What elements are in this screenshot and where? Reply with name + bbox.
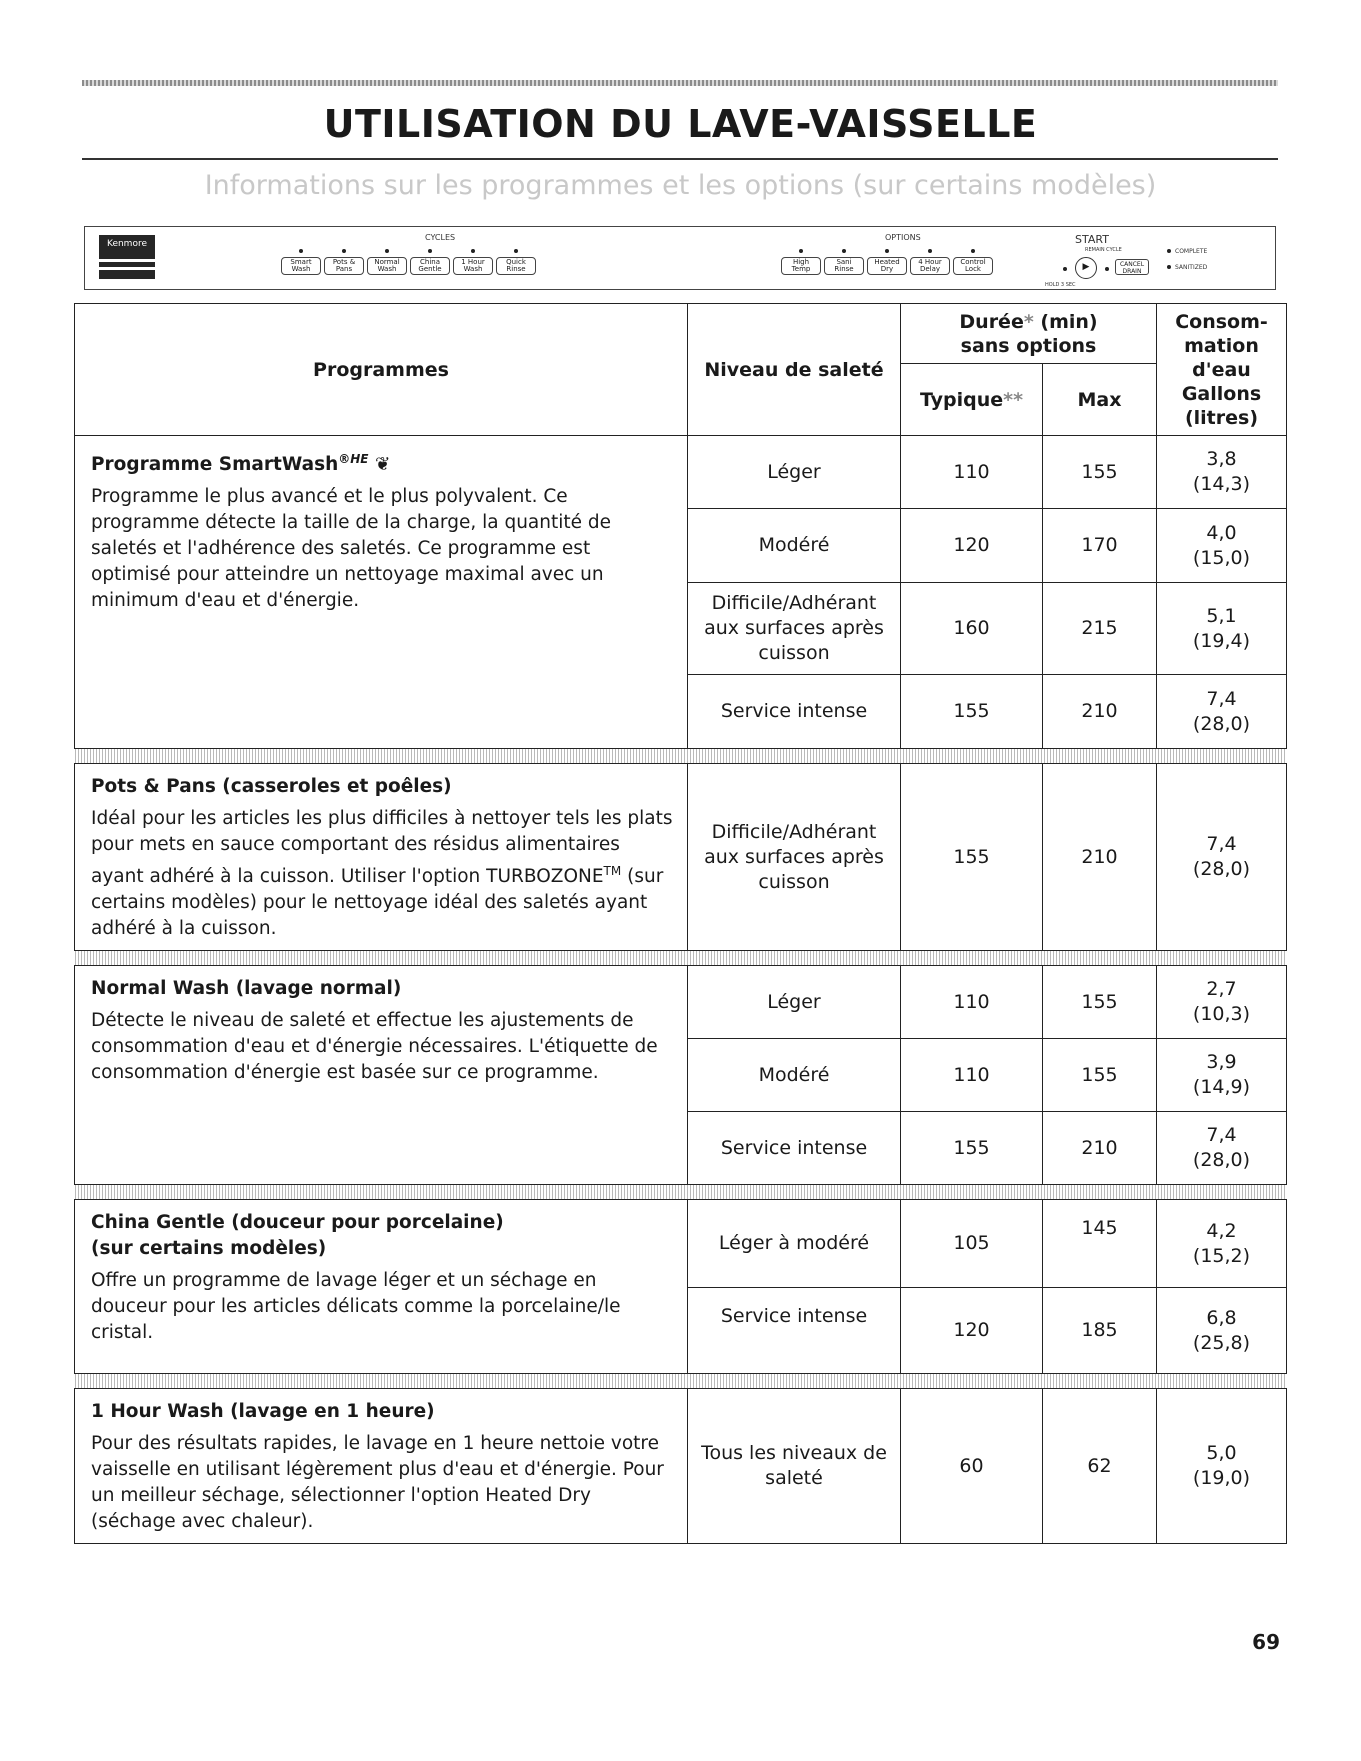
hold-label: HOLD 3 SEC: [1045, 282, 1076, 288]
table-row: Service intense 155 210 7,4 (28,0): [75, 675, 1287, 749]
table-row: Pots & Pans (casseroles et poêles) Idéal pour les articles les plus difficiles à nettoyer tels les plats pour mets en sauce comportant des résidus alimentaires ayant adhéré à la cuisson. Utiliser l'option TURBOZONE™ (sur certains modèles) pour le nettoyage idéal des saletés ayant adhéré à la cuisson. Difficile/Adhérant aux surfaces après cuisson 155 210 7,4 (28,0): [75, 764, 1287, 951]
cycle-button-quick-rinse: Quick Rinse: [496, 257, 536, 275]
header-max: Max: [1043, 364, 1157, 436]
program-smartwash: Programme SmartWash$^{®HE}$ ❦ Programme le plus avancé et le plus polyvalent. Ce programme détecte la taille de la charge, la quantité de saletés et l'adhérence des saletés. Ce programme est optimisé pour atteindre un nettoyage maximal avec un minimum d'eau et d'énergie.: [75, 436, 688, 749]
cycle-button-normal-wash: Normal Wash: [367, 257, 407, 275]
start-label: START: [1075, 233, 1109, 246]
cycle-button-row: [281, 257, 536, 275]
table-row: Normal Wash (lavage normal) Détecte le niveau de saleté et effectue les ajustements de consommation d'eau et d'énergie nécessaires. L'étiquette de consommation d'énergie est basée sur ce programme. Léger 110 155 2,7 (10,3): [75, 966, 1287, 1039]
page-title: UTILISATION DU LAVE-VAISSELLE: [323, 102, 1038, 146]
brand-name: Kenmore: [106, 239, 147, 249]
control-panel-illustration: [84, 226, 1276, 290]
option-button-control-lock: Control Lock: [953, 257, 993, 275]
header-programmes: Programmes: [75, 304, 688, 436]
programs-table: [74, 303, 1286, 1544]
leaf-icon: ❦: [374, 454, 391, 476]
table-row: China Gentle (douceur pour porcelaine) (sur certains modèles) Offre un programme de lavage léger et un séchage en douceur pour les articles délicats comme la porcelaine/le cristal. Léger à modéré 105 145 4,2 (15,2): [75, 1200, 1287, 1288]
header-niveau-salete: Niveau de saleté: [688, 304, 901, 436]
status-sanitized: SANITIZED: [1175, 264, 1208, 271]
cycles-label: CYCLES: [425, 233, 456, 242]
table-row: Service intense 120 185 6,8 (25,8): [75, 1288, 1287, 1374]
header-duree: Durée* (min) sans options: [901, 304, 1157, 364]
option-button-sani-rinse: Sani Rinse: [824, 257, 864, 275]
header-consommation: Consom- mation d'eau Gallons (litres): [1157, 304, 1287, 436]
page-number: 69: [1252, 1630, 1280, 1654]
cycle-button-china-gentle: China Gentle: [410, 257, 450, 275]
table-row: Programme SmartWash$^{®HE}$ ❦ Programme le plus avancé et le plus polyvalent. Ce programme détecte la taille de la charge, la quantité de saletés et l'adhérence des saletés. Ce programme est optimisé pour atteindre un nettoyage maximal avec un minimum d'eau et d'énergie. Léger 110 155 3,8 (14,3): [75, 436, 1287, 509]
header-typique: Typique**: [901, 364, 1043, 436]
option-button-row: [781, 257, 993, 275]
page-subtitle: Informations sur les programmes et les options (sur certains modèles): [204, 170, 1157, 201]
top-dotted-rule: [82, 80, 1278, 86]
program-pots-pans: Pots & Pans (casseroles et poêles) Idéal pour les articles les plus difficiles à nettoyer tels les plats pour mets en sauce comportant des résidus alimentaires ayant adhéré à la cuisson. Utiliser l'option TURBOZONE™ (sur certains modèles) pour le nettoyage idéal des saletés ayant adhéré à la cuisson.: [75, 764, 688, 951]
program-normal-wash: Normal Wash (lavage normal) Détecte le niveau de saleté et effectue les ajustements de consommation d'eau et d'énergie nécessaires. L'étiquette de consommation d'énergie est basée sur ce programme.: [75, 966, 688, 1185]
remain-cycle-label: REMAIN CYCLE: [1085, 247, 1122, 253]
cycle-button-pots-pans: Pots & Pans: [324, 257, 364, 275]
title-rule: [82, 158, 1278, 160]
table-row: 1 Hour Wash (lavage en 1 heure) Pour des résultats rapides, le lavage en 1 heure nettoie votre vaisselle en utilisant légèrement plus d'eau et d'énergie. Pour un meilleur séchage, sélectionner l'option Heated Dry (séchage avec chaleur). Tous les niveaux de saleté 60 62 5,0 (19,0): [75, 1389, 1287, 1544]
options-label: OPTIONS: [885, 233, 921, 242]
status-complete: COMPLETE: [1175, 248, 1208, 255]
brand-logo: [99, 235, 155, 279]
table-row: Modéré 110 155 3,9 (14,9): [75, 1039, 1287, 1112]
cancel-drain-button: CANCEL DRAIN: [1115, 259, 1149, 275]
option-button-heated-dry: Heated Dry: [867, 257, 907, 275]
cycle-button-smart-wash: Smart Wash: [281, 257, 321, 275]
program-china-gentle: China Gentle (douceur pour porcelaine) (sur certains modèles) Offre un programme de lavage léger et un séchage en douceur pour les articles délicats comme la porcelaine/le cristal.: [75, 1200, 688, 1374]
option-button-4-hour-delay: 4 Hour Delay: [910, 257, 950, 275]
table-row: Difficile/Adhérant aux surfaces après cuisson 160 215 5,1 (19,4): [75, 583, 1287, 675]
start-play-icon: ▶: [1075, 257, 1097, 279]
option-button-high-temp: High Temp: [781, 257, 821, 275]
cycle-button-1-hour-wash: 1 Hour Wash: [453, 257, 493, 275]
program-1-hour-wash: 1 Hour Wash (lavage en 1 heure) Pour des résultats rapides, le lavage en 1 heure nettoie votre vaisselle en utilisant légèrement plus d'eau et d'énergie. Pour un meilleur séchage, sélectionner l'option Heated Dry (séchage avec chaleur).: [75, 1389, 688, 1544]
table-row: Service intense 155 210 7,4 (28,0): [75, 1112, 1287, 1185]
table-row: Modéré 120 170 4,0 (15,0): [75, 509, 1287, 583]
